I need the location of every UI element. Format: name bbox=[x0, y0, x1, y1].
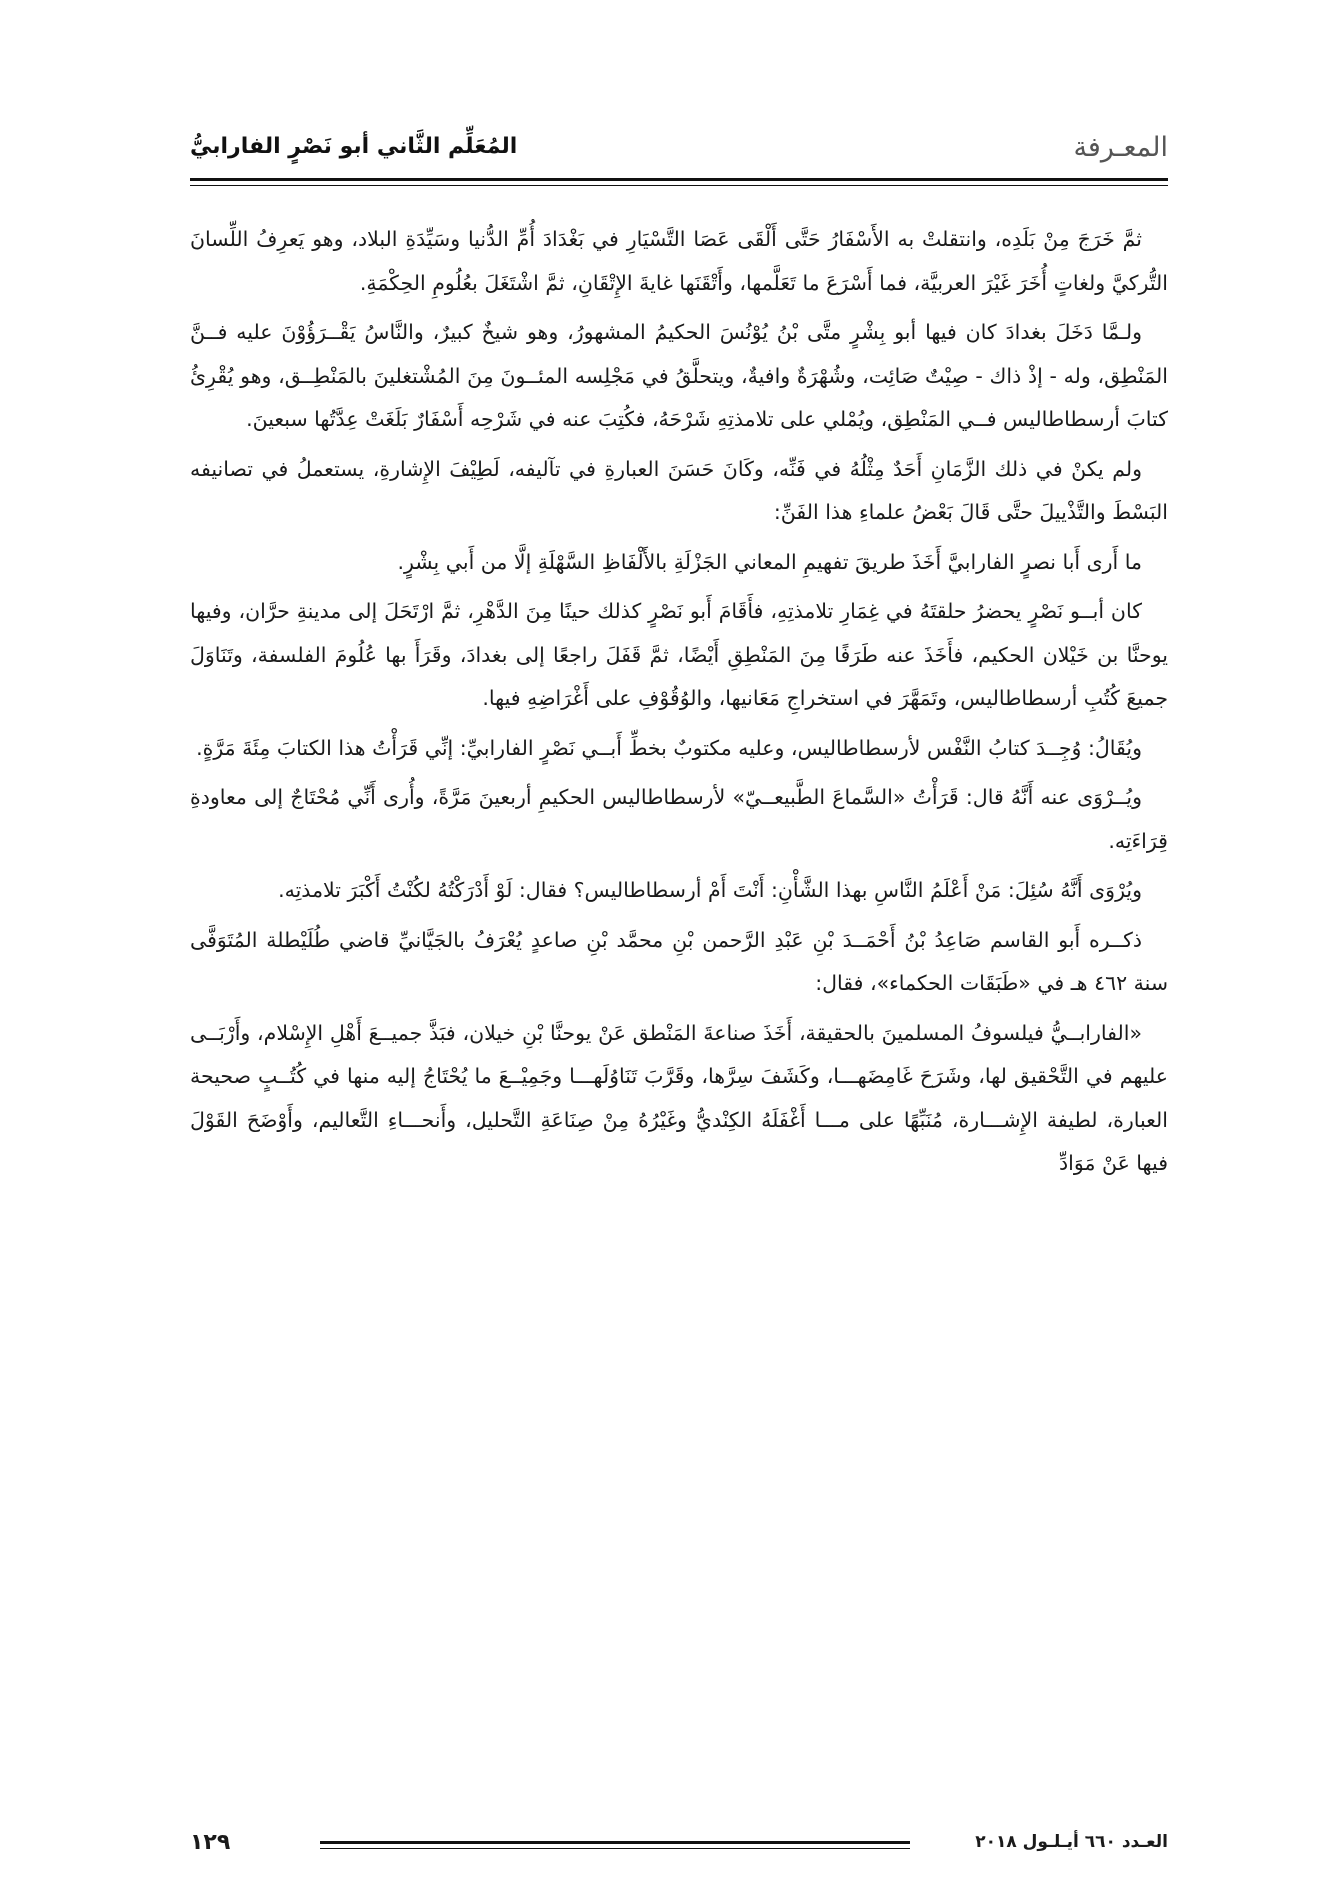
paragraph-3: ولم يكنْ في ذلك الزَّمَانِ أَحَدٌ مِثْلُهُ في فَنِّه، وكَانَ حَسَنَ العبارةِ في تآليفه، لَطِيْفَ الإِشارةِ، يستعملُ في تصانيفه البَسْطَ والتَّذْييلَ حتَّى قَالَ بَعْضُ علماءِ هذا الفَنِّ: bbox=[190, 456, 1168, 524]
paragraph-5: كان أبــو نَصْرٍ يحضرُ حلقتَهُ في غِمَارِ تلامذتِهِ، فأَقَامَ أَبو نَصْرٍ كذلك حينًا مِنَ الدَّهْرِ، ثمَّ ارْتَحَلَ إلى مدينةِ حرَّان، وفيها يوحنَّا بن خَيْلان الحكيم، فأَخَذَ عنه طَرَفًا مِنَ المَنْطِقِ أَيْضًا، ثمَّ قَفَلَ راجعًا إلى بغدادَ، وقَرَأَ بها عُلُومَ الفلسفة، وتَنَاوَلَ جميعَ كُتُبِ أرسطاطاليس، وتَمَهَّرَ في استخراجِ مَعَانيها، والوُقُوْفِ على أَغْرَاضِهِ فيها. bbox=[190, 599, 1168, 710]
magazine-logo: المعـرفة bbox=[1073, 132, 1168, 163]
page-header bbox=[190, 128, 1168, 172]
running-title: المُعَلِّم الثَّاني أبو نَصْرٍ الفارابيُّ bbox=[190, 134, 518, 159]
page-number: ١٢٩ bbox=[190, 1830, 231, 1855]
paragraph-8: ويُرْوَى أَنَّهُ سُئِلَ: مَنْ أَعْلَمُ النَّاسِ بهذا الشَّأْنِ: أَنْتَ أَمْ أرسطاطاليس؟ فقال: لَوْ أَدْرَكْتُهُ لكُنْتُ أَكْبَرَ تلامذتِه. bbox=[278, 878, 1142, 902]
paragraph-10: «الفارابــيُّ فيلسوفُ المسلمينَ بالحقيقة، أَخَذَ صناعةَ المَنْطق عَنْ يوحنَّا بْنِ خيلان، فبَذَّ جميــعَ أَهْلِ الإِسْلام، وأَرْبَــى عليهم في التَّحْقيق لها، وشَرَحَ غَامِضَهـــا، وكَشَفَ سِرَّها، وقَرَّبَ تَنَاوُلَهـــا وجَمِيْــعَ ما يُحْتَاجُ إليه منها في كُتُــبٍ صحيحة العبارة، لطيفة الإِشـــارة، مُنَبِّهًا على مـــا أَغْفَلَهُ الكِنْديُّ وغَيْرُهُ مِنْ صِنَاعَةِ التَّحليل، وأَنحـــاءِ التَّعاليم، وأَوْضَحَ القَوْلَ فيها عَنْ مَوَادِّ bbox=[190, 1020, 1168, 1175]
header-rule bbox=[190, 178, 1168, 181]
footer-rule-thin bbox=[320, 1848, 910, 1849]
paragraph-9: ذكــره أَبو القاسم صَاعِدُ بْنُ أَحْمَــدَ بْنِ عَبْدِ الرَّحمن بْنِ محمَّد بْنِ صاعدٍ يُعْرَفُ بالجَيَّانيِّ قاضي طُلَيْطلة المُتَوَفَّى سنة ٤٦٢ هـ في «طَبَقَات الحكماء»، فقال: bbox=[190, 927, 1168, 995]
paragraph-7: ويُــرْوَى عنه أَنَّهُ قال: قَرَأْتُ «السَّماعَ الطَّبيعــيّ» لأرسطاطاليس الحكيمِ أربعينَ مَرَّةً، وأُرى أَنِّي مُحْتَاجٌ إلى معاودةِ قِرَاءَتِه. bbox=[190, 785, 1168, 853]
quote-paragraph: ما أَرى أَبا نصرٍ الفارابيَّ أَخَذَ طريقَ تفهيمِ المعاني الجَزْلَةِ بالأَلْفَاظِ السَّهْلَةِ إلَّا من أَبي بِشْرٍ. bbox=[397, 549, 1142, 574]
page-footer bbox=[190, 1826, 1168, 1866]
paragraph-1: ثمَّ خَرَجَ مِنْ بَلَدِه، وانتقلتْ به الأَسْفَارُ حَتَّى أَلْقَى عَصَا التَّسْيَارِ في بَغْدَادَ أُمِّ الدُّنيا وسَيِّدَةِ البلاد، وهو يَعرِفُ اللِّسانَ التُّركيَّ ولغاتٍ أُخَرَ غَيْرَ العربيَّة، فما أَسْرَعَ ما تَعَلَّمها، وأَتْقَنَها غايةَ الإِتْقَانِ، ثمَّ اشْتَغَلَ بعُلُومِ الحِكْمَةِ. bbox=[190, 227, 1168, 295]
header-rule-thin bbox=[190, 185, 1168, 186]
paragraph-6: ويُقَالُ: وُجِــدَ كتابُ النَّفْس لأرسطاطاليس، وعليه مكتوبٌ بخطِّ أَبــي نَصْرٍ الفارابيِّ: إنِّي قَرَأْتُ هذا الكتابَ مِئَةَ مَرَّةٍ. bbox=[196, 735, 1142, 760]
paragraph-2: ولـمَّا دَخَلَ بغدادَ كان فيها أبو بِشْرٍ متَّى بْنُ يُوْنُسَ الحكيمُ المشهورُ، وهو شيخٌ كبيرٌ، والنَّاسُ يَقْــرَؤُوْنَ عليه فــنَّ المَنْطِق، وله - إذْ ذاك - صِيْتٌ صَائِت، وشُهْرَةٌ وافيةٌ، ويتحلَّقُ في مَجْلِسه المئــونَ مِنَ المُشْتغلينَ بالمَنْطِــق، وهو يُقْرِئُ كتابَ أرسطاطاليس فــي المَنْطِق، ويُمْلي على تلامذتِهِ شَرْحَهُ، فكُتِبَ عنه في شَرْحِه أَسْفَارٌ بَلَغَتْ عِدَّتُها سبعينَ. bbox=[190, 320, 1168, 431]
issue-info: العـدد ٦٦٠ أيـلـول ٢٠١٨ bbox=[975, 1832, 1168, 1852]
footer-rule bbox=[320, 1841, 910, 1844]
article-body bbox=[190, 218, 1168, 1192]
